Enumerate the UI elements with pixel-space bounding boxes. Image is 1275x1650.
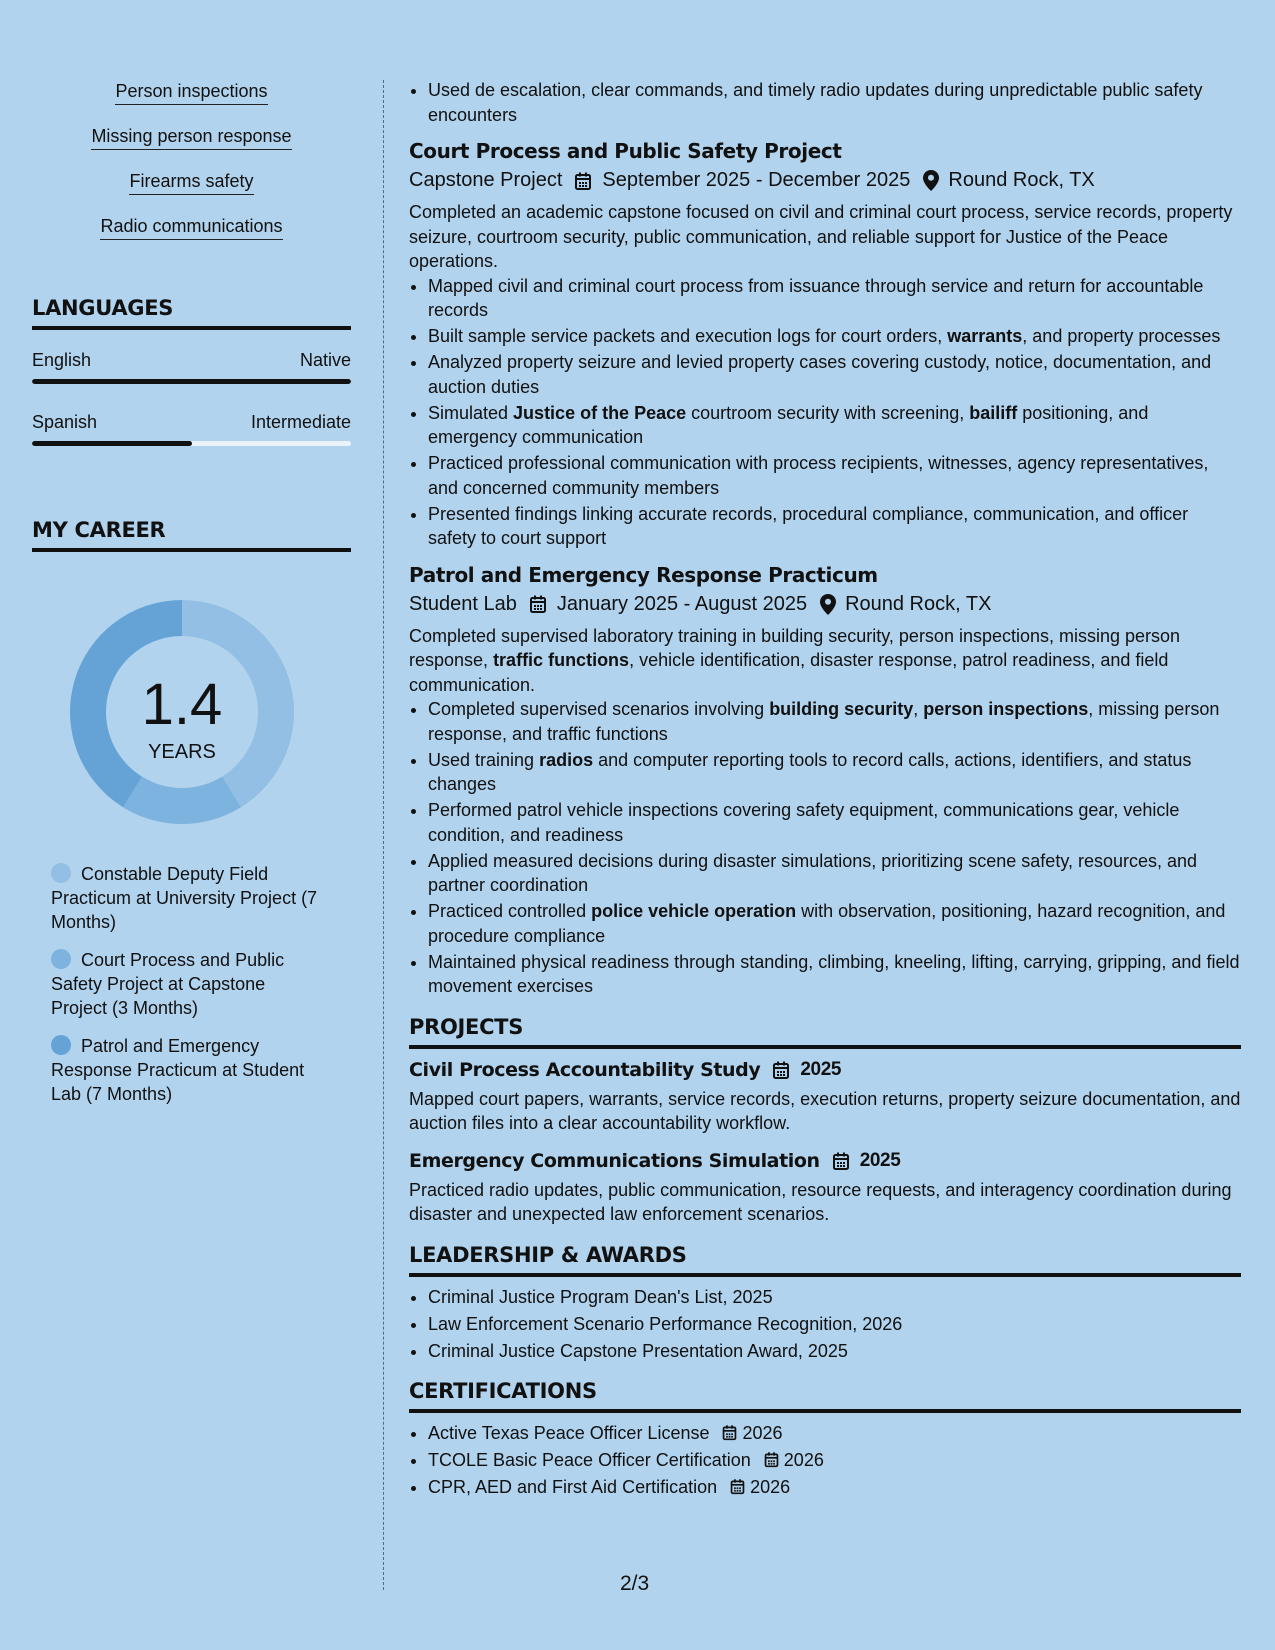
project-title [409,1150,1241,1172]
list-item: • Applied measured decisions during disaster simulations, prioritizing scene safety, resources, and partner coordination [428,849,1241,898]
continued-bullets [409,78,1241,127]
career-donut-chart [62,592,302,832]
bold-keyword: bailiff [969,402,1018,423]
list-item: • Used de escalation, clear commands, and timely radio updates during unpredictable public safety encounters [428,78,1241,127]
certification-item [428,1448,1241,1473]
entry-location: Round Rock, TX [845,592,992,615]
skills-list [32,80,351,260]
list-item: • Maintained physical readiness through standing, climbing, kneeling, lifting, carrying, gripping, and field movement exercises [428,950,1241,999]
list-item: • Mapped civil and criminal court process from issuance through service and return for accountable records [428,274,1241,323]
list-item: • Performed patrol vehicle inspections covering safety equipment, communications gear, vehicle condition, and readiness [428,798,1241,847]
sidebar [32,80,351,1120]
career-total-unit: YEARS [148,741,216,763]
entry-meta [409,169,1241,192]
language-row [32,350,351,371]
entry-description: Completed supervised laboratory training in building security, person inspections, missing person response, traffic functions, vehicle identification, disaster response, patrol readiness, and field communication. [409,625,1181,695]
list-item: • Practiced controlled police vehicle operation with observation, positioning, hazard recognition, and procedure compliance [428,899,1241,948]
experience-entry [409,139,1241,551]
career-legend-label: Court Process and Public Safety Project at Capstone Project (3 Months) [51,950,285,1018]
entry-title: Patrol and Emergency Response Practicum [409,562,878,587]
career-legend-item [51,1034,321,1106]
project-year: 2025 [859,1149,901,1171]
list-item: • Criminal Justice Program Dean's List, 2025 [428,1285,1241,1310]
calendar-icon [573,171,593,191]
languages-heading: LANGUAGES [32,296,351,330]
list-item: • Simulated Justice of the Peace courtroom security with screening, bailiff positioning, and emergency communication [428,401,1241,450]
career-donut-slice [123,777,241,824]
calendar-icon [729,1478,746,1495]
entry-description: Completed an academic capstone focused on civil and criminal court process, service records, property seizure, courtroom security, public communication, and reliable support for Justice of the Peace operations. [409,202,1233,271]
career-heading: MY CAREER [32,518,351,552]
entry-location: Round Rock, TX [948,169,1095,191]
calendar-icon [771,1060,791,1080]
project-description: Mapped court papers, warrants, service records, execution returns, property seizure documentation, and auction files into a clear accountability workflow. [409,1088,1241,1133]
career-legend-item [51,948,321,1020]
calendar-icon [721,1424,738,1441]
project-item [409,1059,1241,1136]
certification-year: 2026 [742,1423,783,1443]
certification-name: TCOLE Basic Peace Officer Certification [428,1450,751,1470]
legend-dot [51,863,71,883]
entry-organization: Capstone Project [409,169,563,191]
certifications-list [409,1421,1241,1500]
project-title [409,1059,1241,1081]
list-item: • Criminal Justice Capstone Presentation Award, 2025 [428,1339,1241,1364]
career-legend-label: Patrol and Emergency Response Practicum at Student Lab (7 Months) [51,1036,305,1104]
certification-year: 2026 [783,1450,824,1470]
certification-item [428,1475,1241,1500]
language-proficiency-fill [32,441,192,446]
certification-item [428,1421,1241,1446]
certification-year: 2026 [750,1477,791,1497]
project-year: 2025 [800,1058,842,1080]
bold-keyword: police vehicle operation [591,901,797,921]
language-proficiency-fill [32,379,351,384]
list-item: • Built sample service packets and execution logs for court orders, warrants, and property processes [428,324,1241,349]
calendar-icon [831,1151,851,1171]
skill-item: Firearms safety [129,170,253,195]
skill-item: Missing person response [91,125,291,150]
entry-organization: Student Lab [409,592,517,615]
entry-dates: January 2025 - August 2025 [556,592,808,615]
calendar-icon [528,594,548,614]
entry-meta [409,593,1241,616]
language-proficiency-bar [32,441,351,446]
list-item: • Used training radios and computer reporting tools to record calls, actions, identifiers, and status changes [428,748,1241,797]
language-name: Spanish [32,412,98,432]
awards-heading: LEADERSHIP & AWARDS [409,1243,1241,1277]
bold-keyword: traffic functions [493,650,630,670]
language-item [32,412,351,446]
bold-keyword: warrants [947,326,1023,346]
certifications-heading: CERTIFICATIONS [409,1379,1241,1413]
list-item: • Practiced professional communication with process recipients, witnesses, agency representatives, and concerned community members [428,451,1241,500]
certification-name: Active Texas Peace Officer License [428,1423,710,1443]
career-legend-item [51,862,321,934]
project-name: Civil Process Accountability Study [409,1058,761,1081]
entry-title: Court Process and Public Safety Project [409,139,842,163]
location-pin-icon [820,594,836,615]
experience-entry [409,563,1241,999]
skill-item: Person inspections [115,80,267,105]
language-name: English [32,350,92,370]
certification-name: CPR, AED and First Aid Certification [428,1477,718,1497]
project-description: Practiced radio updates, public communication, resource requests, and interagency coordination during disaster and unexpected law enforcement scenarios. [409,1179,1232,1224]
language-proficiency-bar [32,379,351,384]
bold-keyword: radios [539,749,594,770]
language-row [32,412,351,433]
list-item: • Law Enforcement Scenario Performance Recognition, 2026 [428,1312,1241,1337]
legend-dot [51,949,71,969]
page-number: 2/3 [620,1572,650,1595]
entry-dates: September 2025 - December 2025 [602,169,911,191]
main-content [409,78,1241,1502]
language-item [32,350,351,384]
career-legend [32,862,321,1106]
entry-bullets [409,274,1241,551]
list-item: • Completed supervised scenarios involving building security, person inspections, missing person response, and traffic functions [428,697,1241,746]
career-total-value: 1.4 [141,672,223,737]
bold-keyword: person inspections [923,699,1089,719]
languages-list [32,350,351,446]
column-divider [383,80,384,1590]
projects-heading: PROJECTS [409,1015,1241,1049]
experience-entries [409,139,1241,999]
career-legend-label: Constable Deputy Field Practicum at University Project (7 Months) [51,864,318,932]
bold-keyword: building security [769,699,914,719]
list-item: • Presented findings linking accurate records, procedural compliance, communication, and officer safety to court support [428,502,1241,551]
awards-list [409,1285,1241,1364]
list-item: • Analyzed property seizure and levied property cases covering custody, notice, documentation, and auction duties [428,350,1241,399]
project-item [409,1150,1241,1227]
bold-keyword: Justice of the Peace [513,402,687,423]
language-level: Native [299,350,351,370]
skill-item: Radio communications [100,215,282,240]
calendar-icon [763,1451,780,1468]
projects-list [409,1059,1241,1227]
legend-dot [51,1035,71,1055]
location-pin-icon [923,170,939,191]
entry-bullets [409,697,1241,999]
project-name: Emergency Communications Simulation [409,1149,820,1172]
language-level: Intermediate [250,412,351,432]
